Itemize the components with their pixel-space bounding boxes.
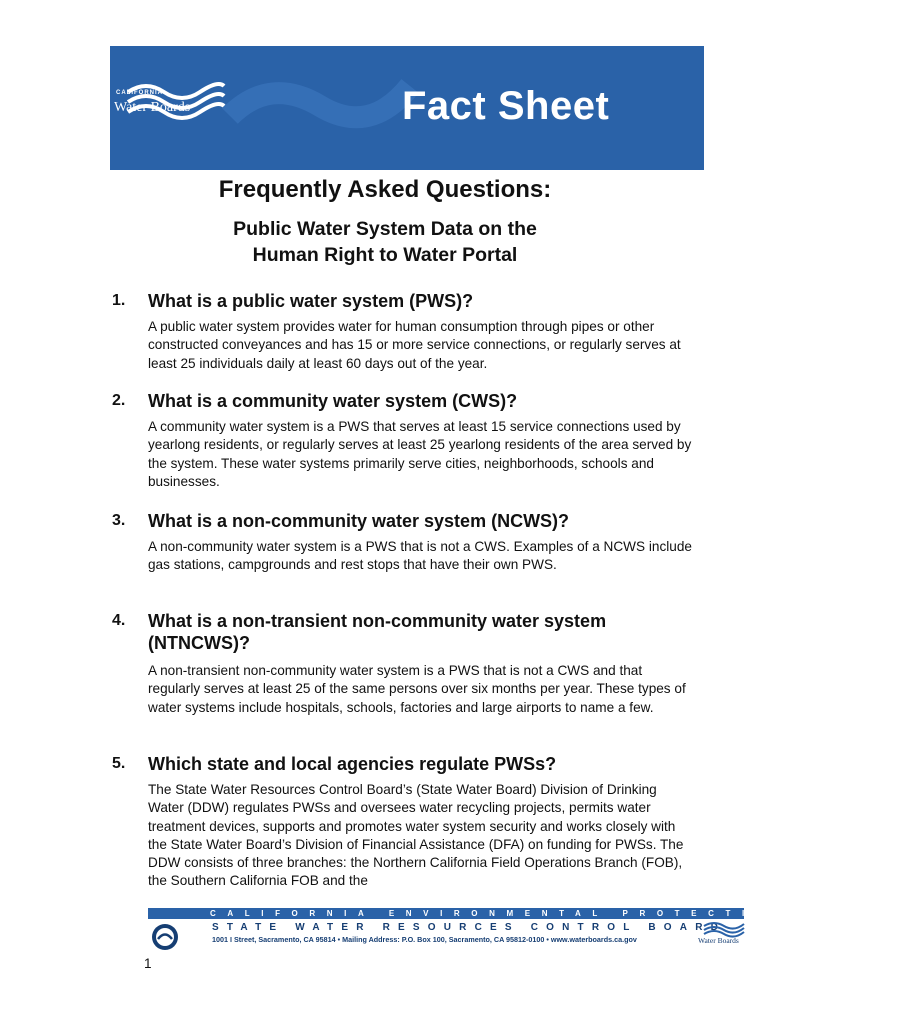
subtitle-line-2: Human Right to Water Portal bbox=[252, 244, 518, 266]
state-seal-icon bbox=[150, 922, 180, 952]
page-title: Fact Sheet bbox=[402, 84, 610, 128]
question-number: 5. bbox=[112, 755, 126, 772]
question-number: 1. bbox=[112, 292, 126, 309]
agency-bar: CALIFORNIA ENVIRONMENTAL PROTECTION AGENCY bbox=[148, 908, 744, 919]
board-address: 1001 I Street, Sacramento, CA 95814 • Mailing Address: P.O. Box 100, Sacramento, CA 95812-0100 • www.waterboards.ca.gov bbox=[212, 935, 637, 944]
question-answer: A public water system provides water for human consumption through pipes or other constructed conveyances and has 15 or more service connections, or regularly serves at least 25 individuals daily at least 60 days out of the year. bbox=[148, 319, 681, 371]
wave-decoration bbox=[230, 46, 410, 170]
question-title: What is a non-transient non-community water system (NTNCWS)? bbox=[148, 611, 607, 653]
faq-heading: Frequently Asked Questions: bbox=[218, 176, 552, 203]
question-answer: A non-community water system is a PWS that is not a CWS. Examples of a NCWS include gas stations, campgrounds and rest stops that have their own PWS. bbox=[148, 539, 692, 573]
question-title: What is a community water system (CWS)? bbox=[148, 391, 518, 411]
logo-name: Water Boards bbox=[114, 100, 191, 115]
faq-subtitle bbox=[0, 216, 770, 268]
question-title: What is a non-community water system (NCWS)? bbox=[148, 511, 570, 531]
board-name: STATE WATER RESOURCES CONTROL BOARD bbox=[212, 922, 727, 933]
question-number: 3. bbox=[112, 512, 126, 529]
question-answer: The State Water Resources Control Board’s (State Water Board) Division of Drinking Water (DDW) regulates PWSs and oversees water recycling projects, permits water treatment devices, supports and promotes water system security and works closely with the State Water Board’s Division of Financial Assistance (DFA) on funding for PWSs. The DDW consists of three branches: the Northern California Field Operations Branch (FOB), the Southern California FOB and the bbox=[148, 782, 684, 889]
subtitle-line-1: Public Water System Data on the bbox=[233, 218, 537, 240]
logo-state-label: CALIFORNIA bbox=[116, 90, 163, 96]
question-number: 4. bbox=[112, 612, 126, 629]
footer-logo-text: Water Boards bbox=[698, 936, 739, 945]
question-answer: A community water system is a PWS that serves at least 15 service connections used by yearlong residents, or regularly serves at least 25 yearlong residents of the area served by the system. These water systems primarily serve cities, neighborhoods, schools and businesses. bbox=[148, 419, 692, 489]
question-title: Which state and local agencies regulate PWSs? bbox=[148, 754, 557, 774]
page-number: 1 bbox=[144, 956, 152, 971]
question-answer: A non-transient non-community water system is a PWS that is not a CWS and that regularly serves at least 25 of the same persons over six months per year. These types of water systems include hospitals, schools, factories and large airports to name a few. bbox=[148, 663, 686, 715]
question-title: What is a public water system (PWS)? bbox=[148, 291, 474, 311]
question-number: 2. bbox=[112, 392, 126, 409]
fact-sheet-banner bbox=[110, 46, 704, 170]
